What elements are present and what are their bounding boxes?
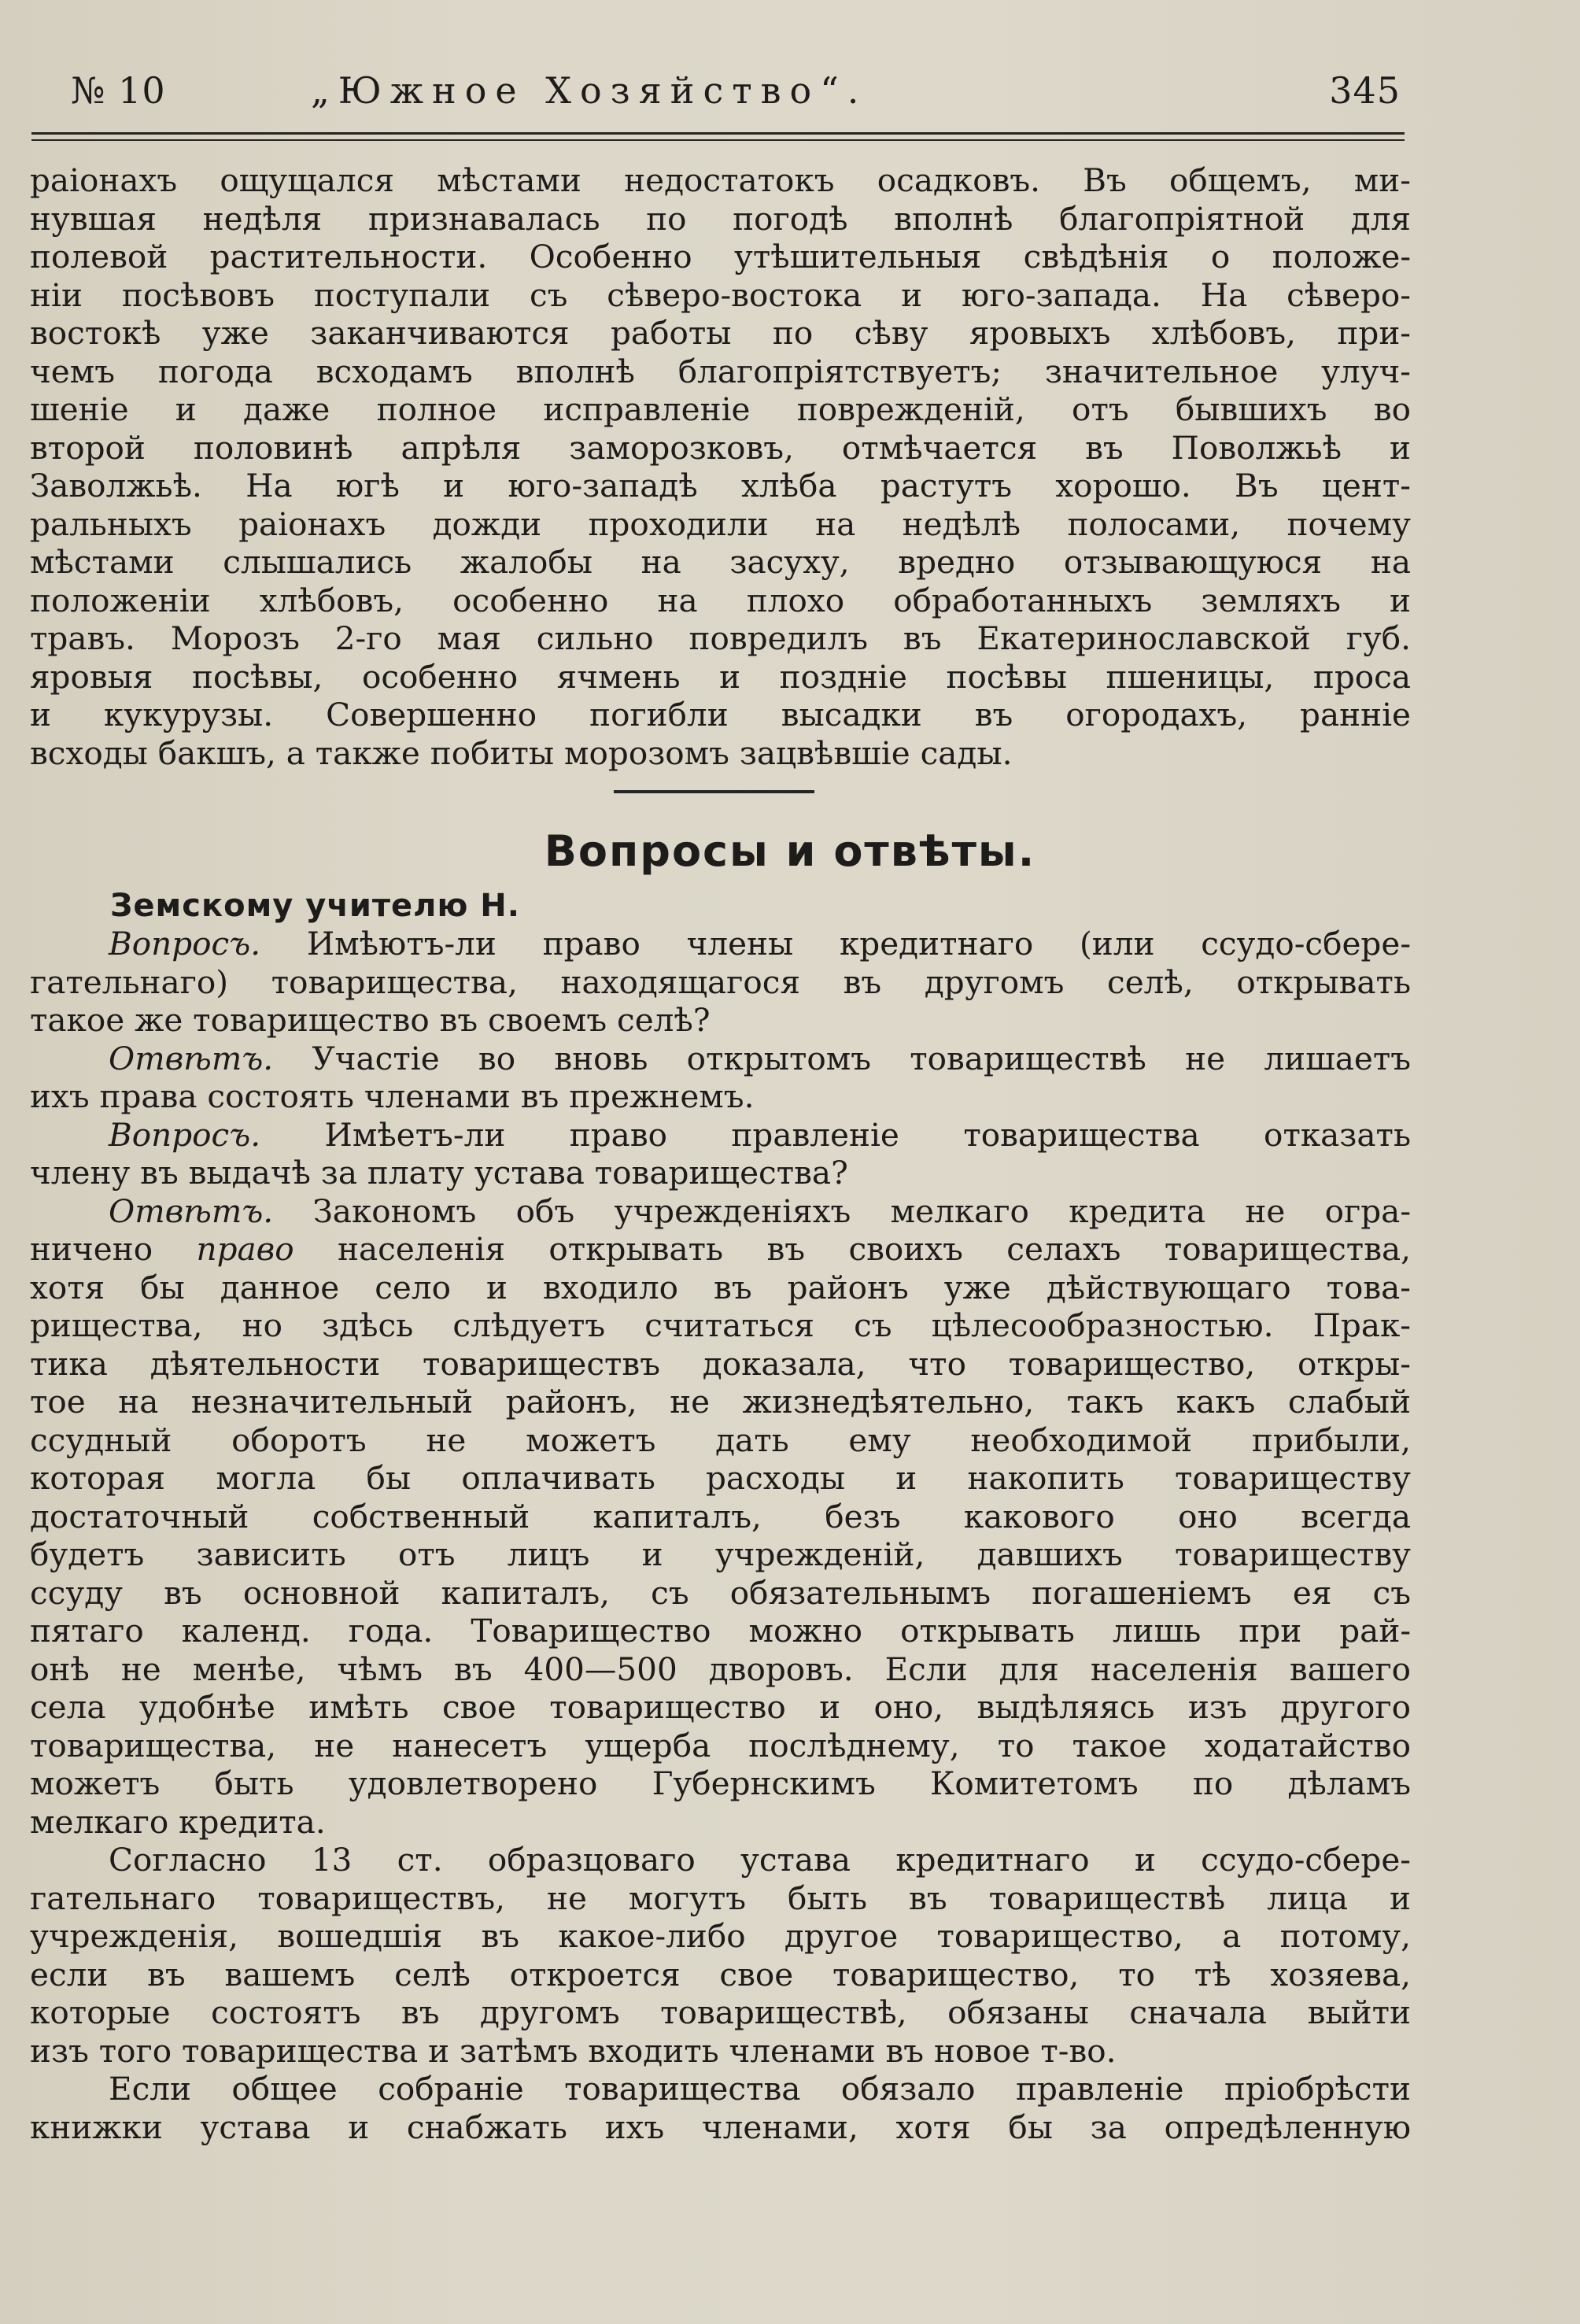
text-line: полевой растительности. Особенно утѣшительныя свѣдѣнія о положе-: [30, 238, 1411, 275]
text-line: которые состоятъ въ другомъ товариществѣ, обязаны сначала выйти: [30, 1993, 1411, 2031]
text-line: тое на незначительный районъ, не жизнедѣятельно, такъ какъ слабый: [30, 1383, 1411, 1421]
text-line: второй половинѣ апрѣля заморозковъ, отмѣчается въ Поволжьѣ и: [30, 428, 1411, 467]
text-line: можетъ быть удовлетворено Губернскимъ Комитетомъ по дѣламъ: [30, 1764, 1411, 1802]
text-line: такое же товарищество въ своемъ селѣ?: [30, 1001, 711, 1039]
question-1-line: [30, 925, 1411, 963]
text-line: гательнаго товариществъ, не могутъ быть въ товариществѣ лица и: [30, 1879, 1411, 1917]
text-line: хотя бы данное село и входило въ районъ уже дѣйствующаго това-: [30, 1268, 1411, 1306]
text-line: товарищества, не нанесетъ ущерба послѣднему, то такое ходатайство: [30, 1726, 1411, 1764]
text-line: чемъ погода всходамъ вполнѣ благопріятствуетъ; значительное улуч-: [30, 352, 1411, 390]
text-line: Если общее собраніе товарищества обязало правленіе пріобрѣсти: [109, 2070, 1411, 2108]
text-line: рищества, но здѣсь слѣдуетъ считаться съ цѣлесообразностью. Прак-: [30, 1306, 1411, 1344]
text-line: раіонахъ ощущался мѣстами недостатокъ осадковъ. Въ общемъ, ми-: [30, 161, 1411, 199]
text-line: ніи посѣвовъ поступали съ сѣверо-востока и юго-запада. На сѣверо-: [30, 275, 1411, 314]
text-line: гательнаго) товарищества, находящагося въ другомъ селѣ, открывать: [30, 962, 1411, 1001]
text-line: Согласно 13 ст. образцоваго устава кредитнаго и ссудо-сбере-: [109, 1841, 1411, 1879]
text-line: члену въ выдачѣ за плату устава товарищества?: [30, 1154, 848, 1192]
issue-number: № 10: [71, 69, 166, 112]
answer-2-line-2: [30, 1230, 1411, 1269]
text-line: изъ того товарищества и затѣмъ входить членами въ новое т-во.: [30, 2031, 1117, 2070]
text-line: достаточный собственный капиталъ, безъ какового оно всегда: [30, 1497, 1411, 1535]
answer-text: Участіе во вновь открытомъ товариществѣ не лишаетъ: [312, 1039, 1411, 1077]
running-header: [71, 69, 1401, 116]
text-line: онѣ не менѣе, чѣмъ въ 400—500 дворовъ. Если для населенія вашего: [30, 1650, 1411, 1688]
header-rule-thick: [31, 132, 1405, 135]
text-line: учрежденія, вошедшія въ какое-либо другое товарищество, а потому,: [30, 1917, 1411, 1955]
question-label: Вопросъ.: [109, 925, 261, 962]
section-divider: [614, 790, 814, 793]
qa-body: [30, 925, 1411, 2146]
text-line: травъ. Морозъ 2-го мая сильно повредилъ въ Екатеринославской губ.: [30, 619, 1411, 657]
question-2-line: [30, 1116, 1411, 1155]
question-text: Имѣютъ-ли право члены кредитнаго (или ссудо-сбере-: [306, 925, 1411, 962]
text-line: если въ вашемъ селѣ откроется свое товарищество, то тѣ хозяева,: [30, 1955, 1411, 1993]
question-label: Вопросъ.: [109, 1115, 261, 1154]
italic-word: право: [196, 1230, 294, 1268]
answer-label: Отвѣтъ.: [109, 1192, 274, 1230]
text-fragment: населенія открывать въ своихъ селахъ товарищества,: [338, 1230, 1411, 1268]
text-line: шеніе и даже полное исправленіе поврежденій, отъ бывшихъ во: [30, 390, 1411, 428]
text-line: мѣстами слышались жалобы на засуху, вредно отзывающуюся на: [30, 543, 1411, 581]
text-line: села удобнѣе имѣть свое товарищество и оно, выдѣляясь изъ другого: [30, 1688, 1411, 1726]
text-line: ральныхъ раіонахъ дожди проходили на недѣлѣ полосами, почему: [30, 504, 1411, 543]
answer-text: Закономъ объ учрежденіяхъ мелкаго кредита не огра-: [312, 1192, 1411, 1230]
text-line: пятаго календ. года. Товарищество можно открывать лишь при рай-: [30, 1612, 1411, 1650]
text-line: всходы бакшъ, а также побиты морозомъ зацвѣвшіе сады.: [30, 733, 1013, 772]
text-line: ссуду въ основной капиталъ, съ обязательнымъ погашеніемъ ея съ: [30, 1573, 1411, 1612]
answer-1-line: [30, 1040, 1411, 1078]
answer-label: Отвѣтъ.: [109, 1039, 274, 1077]
text-line: и кукурузы. Совершенно погибли высадки въ огородахъ, ранніе: [30, 696, 1411, 733]
text-line: нувшая недѣля признавалась по погодѣ вполнѣ благопріятной для: [30, 199, 1411, 238]
section-heading: Вопросы и отвѣты.: [544, 826, 1036, 876]
text-line: которая могла бы оплачивать расходы и накопить товариществу: [30, 1459, 1411, 1497]
addressee-heading: Земскому учителю Н.: [110, 888, 520, 924]
text-line: тика дѣятельности товариществъ доказала, что товарищество, откры-: [30, 1344, 1411, 1383]
text-line: положеніи хлѣбовъ, особенно на плохо обработанныхъ земляхъ и: [30, 581, 1411, 619]
text-fragment: ничено: [30, 1230, 153, 1268]
text-line: ихъ права состоять членами въ прежнемъ.: [30, 1077, 755, 1115]
text-line: мелкаго кредита.: [30, 1802, 326, 1841]
header-rule-thin: [31, 139, 1405, 141]
text-line: книжки устава и снабжать ихъ членами, хотя бы за опредѣленную: [30, 2108, 1411, 2146]
text-line: ссудный оборотъ не можетъ дать ему необходимой прибыли,: [30, 1421, 1411, 1459]
text-line: Заволжьѣ. На югѣ и юго-западѣ хлѣба растутъ хорошо. Въ цент-: [30, 467, 1411, 504]
page-number: 345: [1329, 69, 1401, 112]
crop-report-paragraph: [30, 161, 1411, 772]
text-line: яровыя посѣвы, особенно ячмень и поздніе посѣвы пшеницы, проса: [30, 657, 1411, 696]
answer-2-line: [30, 1192, 1411, 1231]
text-line: востокѣ уже заканчиваются работы по сѣву яровыхъ хлѣбовъ, при-: [30, 314, 1411, 352]
text-line: будетъ зависить отъ лицъ и учрежденій, давшихъ товариществу: [30, 1535, 1411, 1573]
journal-title: „Южное Хозяйство“.: [311, 69, 868, 112]
question-text: Имѣетъ-ли право правленіе товарищества отказать: [324, 1115, 1411, 1154]
